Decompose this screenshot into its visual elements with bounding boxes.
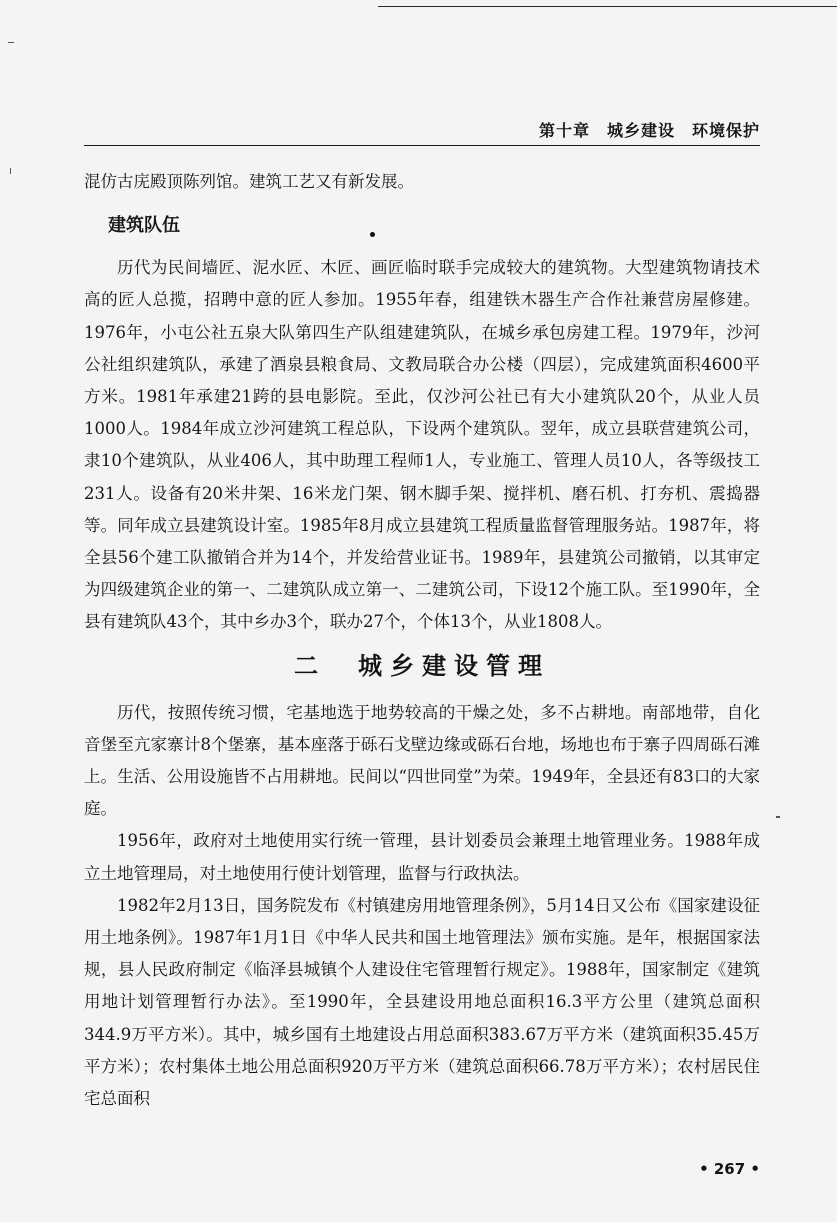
page-body [84,166,760,1115]
paragraph-homestead: 历代，按照传统习惯，宅基地选于地势较高的干燥之处，多不占耕地。南部地带，自化音堡至亢家寨计8个堡寨，基本座落于砾石戈壁边缘或砾石台地，场地也布于寨子四周砾石滩上。生活、公用设施皆不占用耕地。民间以“四世同堂”为荣。1949年，全县还有83口的大家庭。 [84,702,760,819]
section-title: 二 城乡建设管理 [294,651,550,680]
paragraph-construction-teams: 历代为民间墙匠、泥水匠、木匠、画匠临时联手完成较大的建筑物。大型建筑物请技术高的匠人总揽，招聘中意的匠人参加。1955年春，组建铁木器生产合作社兼营房屋修建。1976年，小屯公社五泉大队第四生产队组建建筑队，在城乡承包房建工程。1979年，沙河公社组织建筑队，承建了酒泉县粮食局、文教局联合办公楼（四层），完成建筑面积4600平方米。1981年承建21跨的县电影院。至此，仅沙河公社已有大小建筑队20个，从业人员1000人。1984年成立沙河建筑工程总队，下设两个建筑队。翌年，成立县联营建筑公司，隶10个建筑队，从业406人，其中助理工程师1人，专业施工、管理人员10人，各等级技工231人。设备有20米井架、16米龙门架、钢木脚手架、搅拌机、磨石机、打夯机、震捣器等。同年成立县建筑设计室。1985年8月成立县建筑工程质量监督管理服务站。1987年，将全县56个建工队撤销合并为14个，并发给营业证书。1989年，县建筑公司撤销，以其审定为四级建筑企业的第一、二建筑队成立第一、二建筑公司，下设12个施工队。至1990年，全县有建筑队43个，其中乡办3个，联办27个，个体13个，从业1808人。 [84,258,760,632]
paragraph-land-management: 1956年，政府对土地使用实行统一管理，县计划委员会兼理土地管理业务。1988年成立土地管理局，对土地使用行使计划管理，监督与行政执法。 [84,831,760,883]
running-head-rule [84,145,760,146]
page-number: • 267 • [699,1160,760,1178]
subheading: 建筑队伍 [108,215,180,237]
running-head: 第十章 城乡建设 环境保护 [538,121,760,140]
continuation-paragraph: 混仿古庑殿顶陈列馆。建筑工艺又有新发展。 [84,172,414,191]
scan-mark-left-2 [10,168,11,174]
scan-mark-right [776,816,780,818]
scan-mark-left [8,42,14,43]
paragraph-regulations: 1982年2月13日，国务院发布《村镇建房用地管理条例》，5月14日又公布《国家建设征用土地条例》。1987年1月1日《中华人民共和国土地管理法》颁布实施。是年，根据国家法规，县人民政府制定《临泽县城镇个人建设住宅管理暂行规定》。1988年，国家制定《建筑用地计划管理暂行办法》。至1990年，全县建设用地总面积16.3平方公里（建筑总面积344.9万平方米）。其中，城乡国有土地建设占用总面积383.67万平方米（建筑面积35.45万平方米）；农村集体土地公用总面积920万平方米（建筑总面积66.78万平方米）；农村居民住宅总面积 [84,895,760,1109]
top-edge-rule [378,6,837,7]
